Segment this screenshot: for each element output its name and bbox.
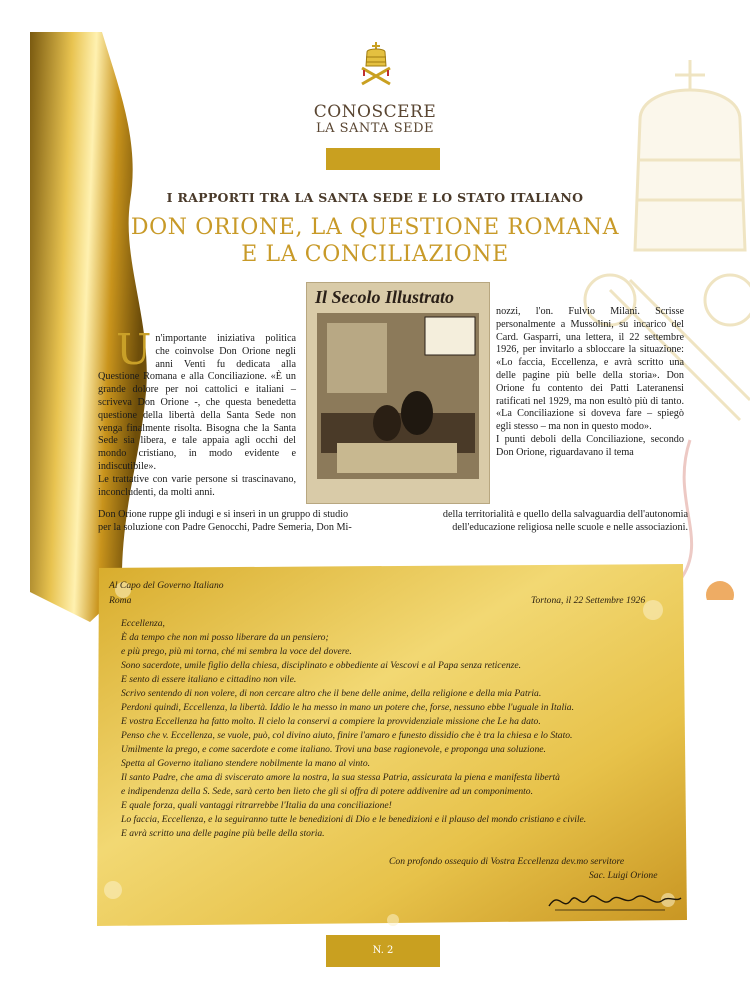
letter-line: E quale forza, quali vantaggi ritrarrebbe l'Italia da una conciliazione! <box>121 800 392 811</box>
section-kicker: I RAPPORTI TRA LA SANTA SEDE E LO STATO ITALIANO <box>166 190 584 205</box>
article-paragraph-4: nozzi, l'on. Fulvio Milani. Scrisse personalmente a Mussolini, su incarico del Card. Gasparri, una lettera, il 22 settembre 1926, per invitarlo a sbloccare la situazione: «Lo faccia, Eccellenza, e avrà scritto una delle pagine più belle della storia». Don Orione fu contento dei Patti Lateranensi ratificati nel 1929, ma non esultò più di tanto. «La Conciliazione si doveva fare – spiegò egli stesso – ma non in questo modo». <box>496 306 684 433</box>
article-paragraph-2: Le trattative con varie persone si trascinavano, inconcludenti, da molti anni. <box>98 473 296 498</box>
letter-line: Perdoni quindi, Eccellenza, la libertà. Iddio le ha messo in mano un potere che, forse, nessuno ebbe l'uguale in Italia. <box>121 702 574 713</box>
header-gold-bar <box>326 148 440 170</box>
magazine-masthead: Il Secolo Illustrato <box>315 287 455 307</box>
handwritten-signature <box>545 886 685 916</box>
letter-line: È da tempo che non mi posso liberare da un pensiero; <box>121 632 329 643</box>
orione-letter <box>93 560 690 930</box>
letter-place-date: Tortona, il 22 Settembre 1926 <box>531 595 646 606</box>
article-column-left <box>98 325 296 499</box>
letter-closing: Con profondo ossequio di Vostra Eccellenza dev.mo servitore <box>389 856 625 867</box>
brand-logo-text <box>310 103 440 136</box>
letter-line: Lo faccia, Eccellenza, e la seguiranno tutte le benedizioni di Dio e le benedizioni e il plauso del mondo cristiano e civile. <box>121 814 587 825</box>
letter-line: e più prego, più mi torna, ché mi sembra la voce del dovere. <box>121 646 352 657</box>
letter-line: Umilmente la prego, e come sacerdote e come italiano. Trovi una base ragionevole, e proponga una soluzione. <box>121 744 546 755</box>
page-title <box>120 214 630 268</box>
letter-line: Il santo Padre, che ama di svisceratо amore la nostra, la sua stessa Patria, assicurata la piena e manifesta libertà <box>121 772 560 783</box>
holy-see-emblem <box>356 40 396 90</box>
title-line2: E LA CONCILIAZIONE <box>241 242 509 267</box>
article-column-right <box>496 306 684 460</box>
letter-addressee-2: Roma <box>109 595 132 606</box>
letter-line: Sono sacerdote, umile figlio della chiesa, disciplinato e obbediente ai Vescovi e al Papa senza reticenze. <box>121 660 522 671</box>
magazine-cover-photo <box>306 282 490 504</box>
letter-addressee-1: Al Capo del Governo Italiano <box>109 580 224 591</box>
letter-signatory: Sac. Luigi Orione <box>589 870 658 881</box>
letter-line: E sento di essere italiano e cittadino non vile. <box>121 674 297 685</box>
brand-line1: CONOSCERE <box>313 102 437 122</box>
letter-line: e indipendenza della S. Sede, sarà certo ben lieto che gli si offra di potere addivenire ad un componimento. <box>121 786 534 797</box>
page-number-badge: N. 2 <box>326 935 440 967</box>
letter-line: Scrivo sentendo di non volere, di non cercare altro che il bene delle anime, della religione e della mia Patria. <box>121 688 542 699</box>
letter-line: E avrà scritto una delle pagine più belle della storia. <box>121 828 325 839</box>
article-tail: della territorialità e quello della salvaguardia dell'autonomia dell'educazione religiosa nelle scuole e nelle associazioni. <box>442 509 688 533</box>
letter-line: E vostra Eccellenza ha fatto molto. Il cielo la conservi a compiere la provvidenziale missione che Le ha dato. <box>121 716 541 727</box>
title-line1: DON ORIONE, LA QUESTIONE ROMANA <box>130 215 620 240</box>
letter-line: Spetta al Governo italiano stendere nobilmente la mano al vinto. <box>121 758 371 769</box>
article-paragraph-3: Don Orione ruppe gli indugi e si inserì in un gruppo di studio per la soluzione con Padre Genocchi, Padre Semeria, Don Mi- <box>98 509 352 533</box>
letter-line: Penso che v. Eccellenza, se vuole, può, col divino aiuto, finire l'amaro e funesto dissidio che è tra la chiesa e lo Stato. <box>121 730 573 741</box>
letter-line: Eccellenza, <box>121 618 165 629</box>
article-paragraph-5: I punti deboli della Conciliazione, secondo Don Orione, riguardavano il tema <box>496 433 684 458</box>
cover-illustration <box>307 283 489 503</box>
article-paragraph-1: n'importante iniziativa politica che coinvolse Don Orione negli anni Venti fu dedicata alla Questione Romana e alla Conciliazione. «È un grande dolore per noi cattolici e italiani – scriveva Don Orione -, che questa benedetta questione della libertà della Santa Sede non venga finalmente risolta. Bisogna che la Santa Sede sia libera, e tale appaia agli occhi del mondo cristiano, in modo evidente e indiscutibile». <box>98 333 296 472</box>
drop-cap: U <box>116 325 152 374</box>
brand-line2: LA SANTA SEDE <box>315 121 435 136</box>
